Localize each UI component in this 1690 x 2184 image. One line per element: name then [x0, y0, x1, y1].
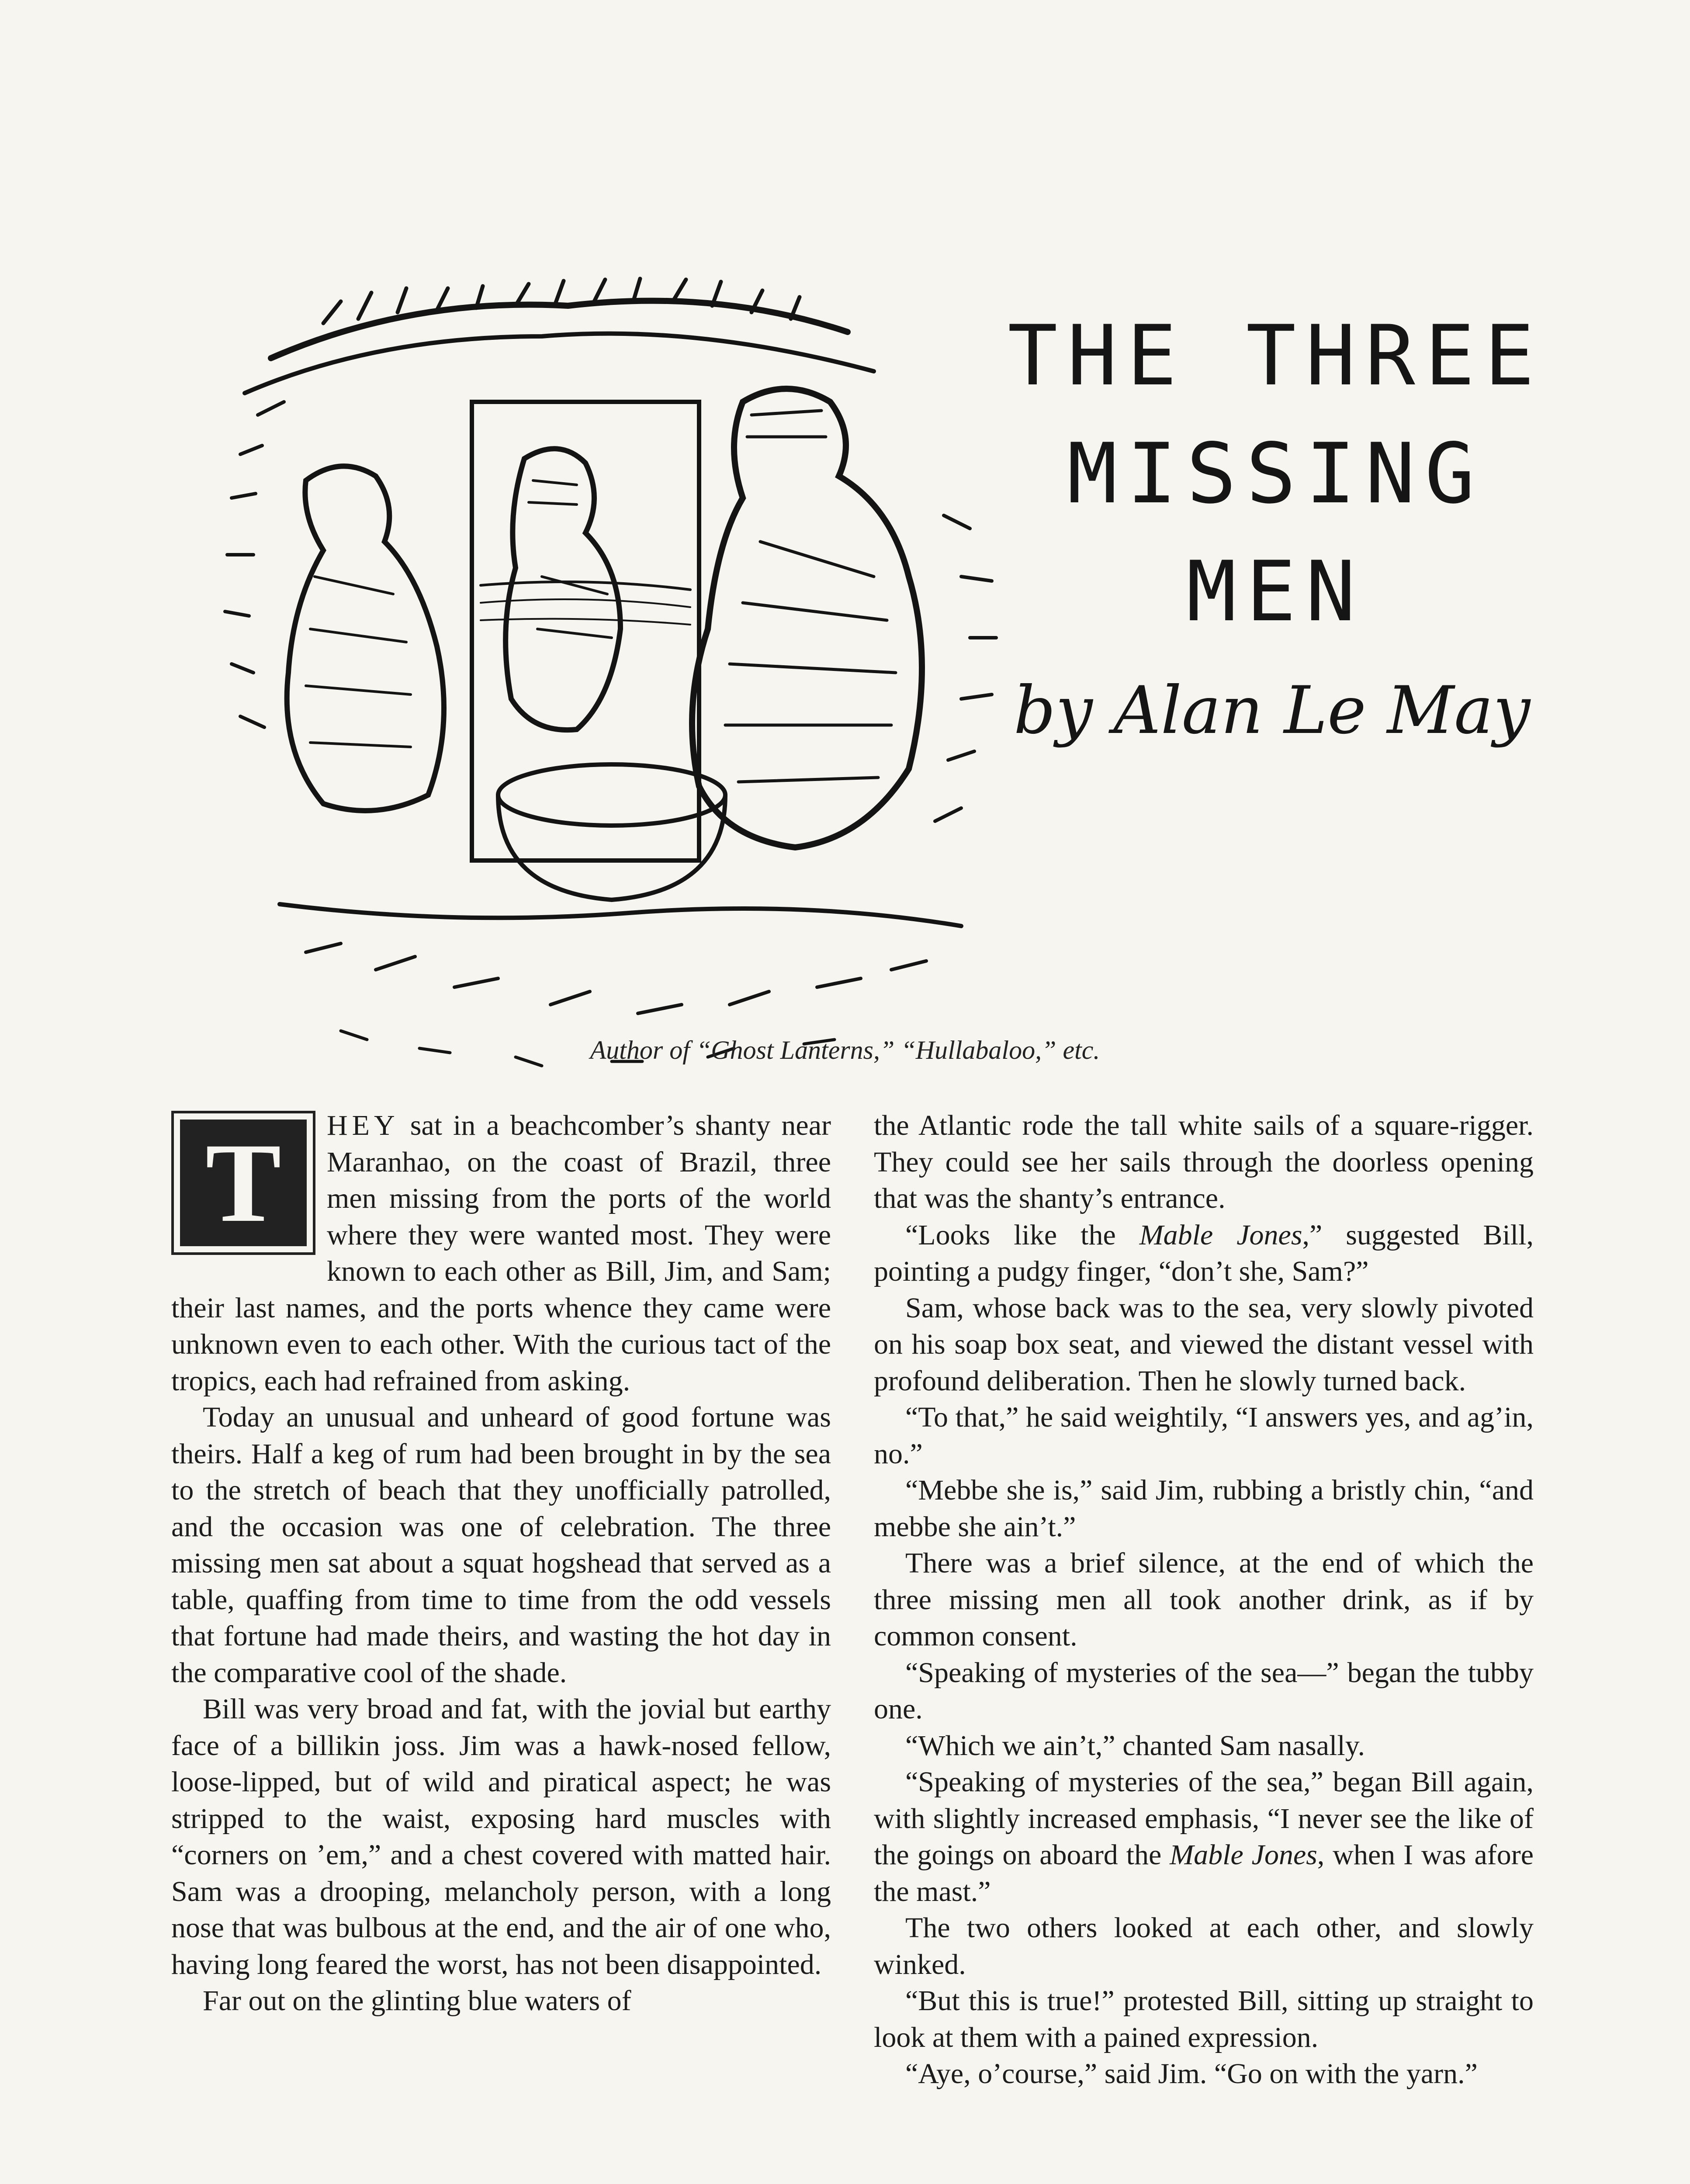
- ship-name: Mable Jones: [1139, 1219, 1302, 1251]
- paragraph-continued: the Atlantic rode the tall white sails of a square-rigger. They could see her sails through the doorless opening that was the shanty’s entrance.: [874, 1109, 1534, 1214]
- paragraph: [874, 1217, 1534, 1290]
- paragraph: Bill was very broad and fat, with the jovial but earthy face of a billikin joss. Jim was a hawk-nosed fellow, loose-lipped, but of wild and piratical aspect; he was stripped to the waist, exposing hard muscles with “corners on ’em,” and a chest covered with matted hair. Sam was a drooping, melancholy person, with a long nose that was bulbous at the end, and the air of one who, having long feared the worst, has not been disappointed.: [171, 1693, 831, 1980]
- title-line-1: THE THREE: [1008, 308, 1544, 404]
- paragraph: Sam, whose back was to the sea, very slowly pivoted on his soap box seat, and viewed the distant vessel with profound deliberation. Then he slowly turned back.: [874, 1292, 1534, 1397]
- author-note: Author of “Ghost Lanterns,” “Hullabaloo,” etc.: [590, 1036, 1100, 1064]
- paragraph: “Aye, o’course,” said Jim. “Go on with the yarn.”: [905, 2058, 1478, 2090]
- opening-text: sat in a beachcomber’s shanty near Maranhao, on the coast of Brazil, three men missing from the ports of the world where they were wanted most. They were known to each other as Bill, Jim, and Sam; their last names, and the ports whence they came were unknown even to each other. With the curious tact of the tropics, each had refrained from asking.: [171, 1109, 831, 1397]
- paragraph: “Speaking of mysteries of the sea—” began the tubby one.: [874, 1656, 1534, 1725]
- right-column: [874, 1107, 1534, 2092]
- story-illustration: [192, 271, 1022, 1092]
- author-byline: by Alan Le May: [1014, 673, 1531, 749]
- paragraph: “To that,” he said weightily, “I answers yes, and ag’in, no.”: [874, 1401, 1534, 1470]
- title-line-3: MEN: [1186, 543, 1365, 640]
- text-span: “Speaking of mysteries of the sea,” began Bill again, with slightly increased emphasis, “I never see the like of the goings on aboard the: [874, 1766, 1534, 1871]
- paragraph: There was a brief silence, at the end of which the three missing men all took another drink, as if by common consent.: [874, 1547, 1534, 1652]
- left-column: [171, 1107, 831, 2019]
- paragraph: The two others looked at each other, and slowly winked.: [874, 1912, 1534, 1980]
- text-span: “Looks like the: [905, 1219, 1139, 1251]
- paragraph-opening: [171, 1107, 831, 1399]
- paragraph: [874, 1764, 1534, 1910]
- paragraph: “Mebbe she is,” said Jim, rubbing a bristly chin, “and mebbe she ain’t.”: [874, 1474, 1534, 1543]
- paragraph: Far out on the glinting blue waters of: [203, 1985, 631, 2017]
- drop-cap: T: [171, 1111, 315, 1255]
- text-span: , when I was afore the mast.”: [874, 1839, 1534, 1908]
- title-line-2: MISSING: [1067, 425, 1485, 522]
- illustration-three-men-in-shanty-icon: [192, 271, 1022, 1092]
- text-span: ,” suggested Bill, pointing a pudgy finger, “don’t she, Sam?”: [874, 1219, 1534, 1287]
- paragraph: “Which we ain’t,” chanted Sam nasally.: [905, 1729, 1365, 1762]
- paragraph: Today an unusual and unheard of good fortune was theirs. Half a keg of rum had been brought in by the sea to the stretch of beach that they unofficially patrolled, and the occasion was one of celebration. The three missing men sat about a squat hogshead that served as a table, quaffing from time to time from the odd vessels that fortune had made theirs, and wasting the hot day in the comparative cool of the shade.: [171, 1401, 831, 1689]
- opening-capitals: HEY: [327, 1109, 399, 1141]
- paragraph: “But this is true!” protested Bill, sitting up straight to look at them with a pained expression.: [874, 1985, 1534, 2053]
- ship-name: Mable Jones: [1170, 1839, 1317, 1871]
- story-title: [948, 297, 1603, 651]
